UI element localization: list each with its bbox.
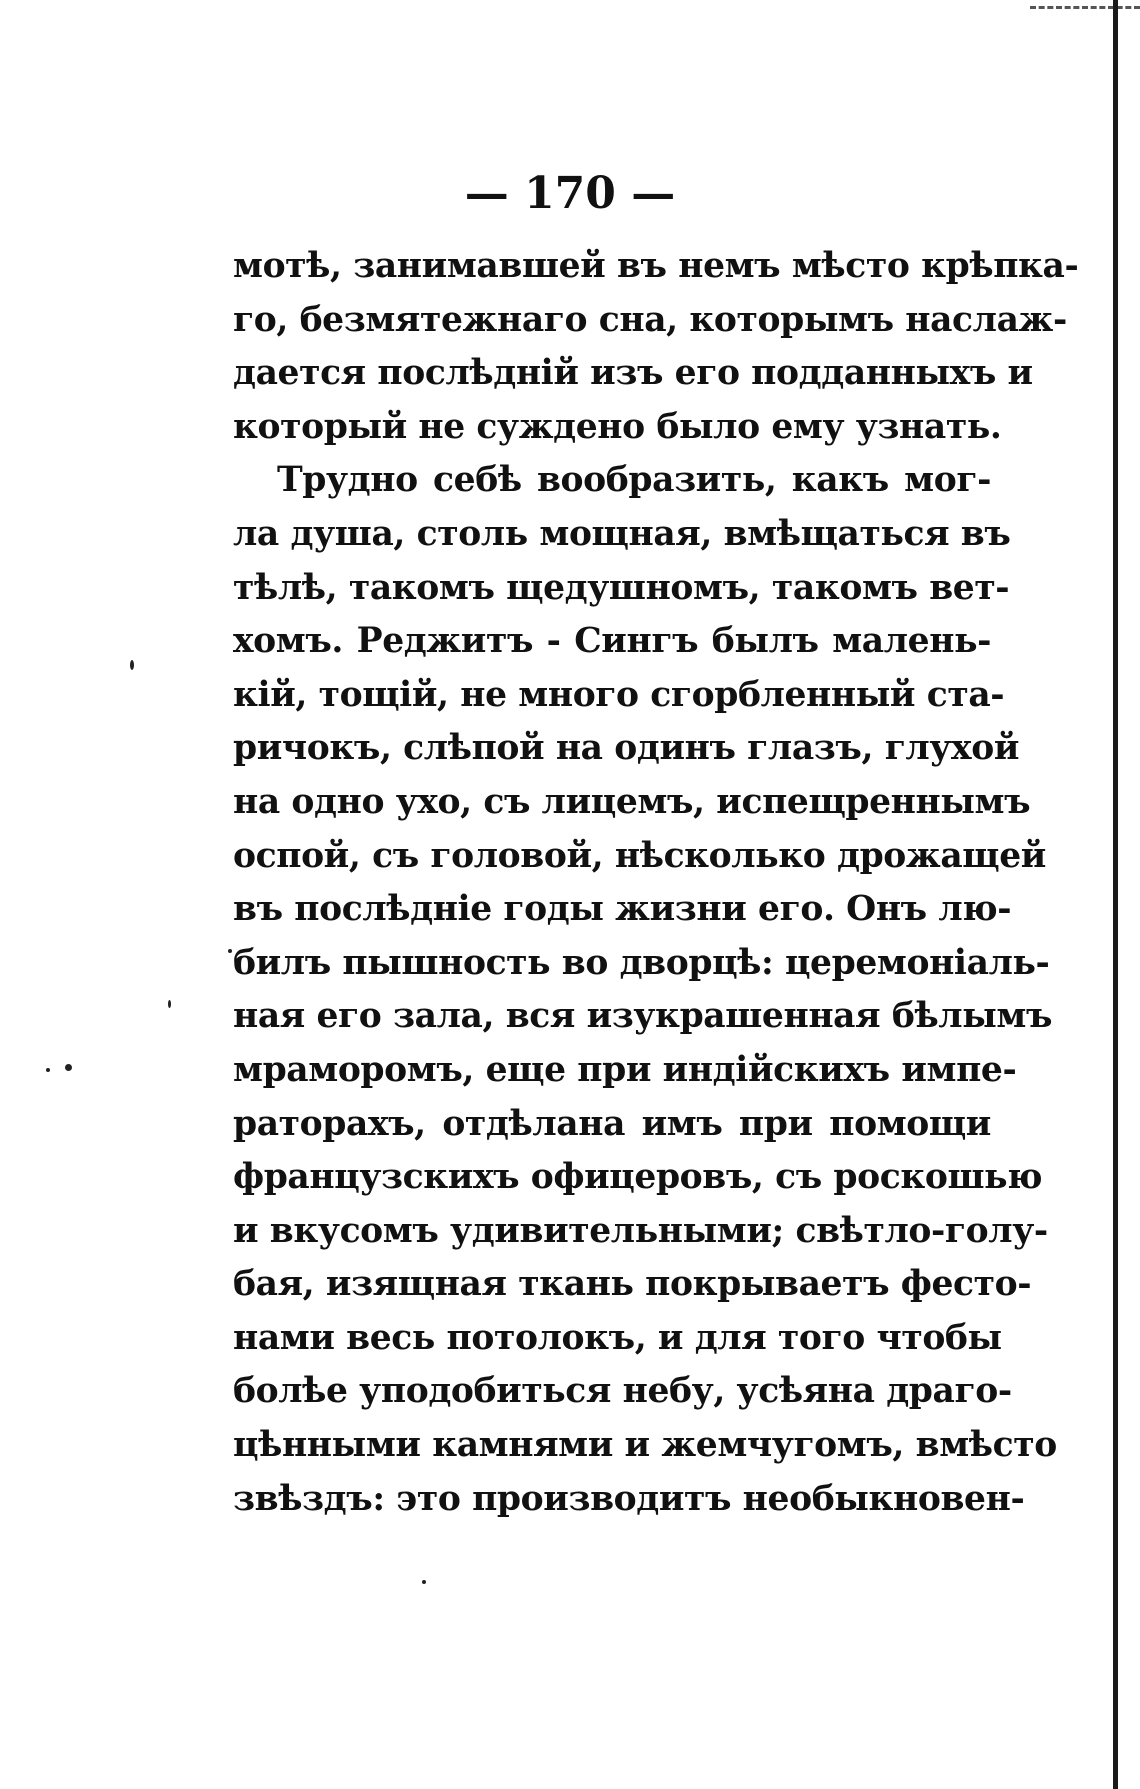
paragraph-start-line: Трудно себѣ вообразить, какъ мог- — [277, 460, 991, 501]
text-line: на одно ухо, съ лицемъ, испещреннымъ — [233, 781, 1031, 822]
text-line: звѣздъ: это производитъ необыкновен- — [233, 1478, 1025, 1519]
text-line: и вкусомъ удивительными; свѣтло-голу- — [233, 1210, 1048, 1251]
scan-speck — [168, 1000, 171, 1008]
scan-speck — [65, 1064, 72, 1071]
text-line: билъ пышность во дворцѣ: церемоніаль- — [233, 942, 1050, 983]
scan-edge-marks — [1030, 6, 1140, 12]
text-line: который не суждено было ему узнать. — [233, 406, 1002, 447]
text-line: ная его зала, вся изукрашенная бѣлымъ — [233, 996, 1053, 1037]
text-line: ричокъ, слѣпой на одинъ глазъ, глухой — [233, 728, 1020, 769]
body-text — [233, 240, 1079, 1526]
text-line: нами весь потолокъ, и для того чтобы — [233, 1317, 1002, 1358]
text-line: мотѣ, занимавшей въ немъ мѣсто крѣпка- — [233, 246, 1079, 286]
text-line: ла душа, столь мощная, вмѣщаться въ — [233, 513, 1011, 554]
page-edge-line — [1113, 0, 1118, 1789]
text-line: бая, изящная ткань покрываетъ фесто- — [233, 1264, 1032, 1305]
text-line: дается послѣдній изъ его подданныхъ и — [233, 353, 1033, 394]
text-line: тѣлѣ, такомъ щедушномъ, такомъ вет- — [233, 567, 1010, 608]
scan-speck — [130, 660, 134, 670]
scan-speck — [422, 1580, 426, 1584]
text-line: оспой, съ головой, нѣсколько дрожащей — [233, 835, 1046, 876]
scan-speck — [46, 1068, 50, 1072]
scan-speck — [228, 949, 232, 953]
text-line: въ послѣдніе годы жизни его. Онъ лю- — [233, 889, 1012, 930]
text-line: французскихъ офицеровъ, съ роскошью — [233, 1157, 1043, 1198]
page-number: — 170 — — [464, 168, 676, 219]
text-line: мраморомъ, еще при индійскихъ импе- — [233, 1049, 1017, 1090]
text-line: го, безмятежнаго сна, которымъ наслаж- — [233, 299, 1067, 340]
text-line: болѣе уподобиться небу, усѣяна драго- — [233, 1371, 1012, 1412]
text-line: цѣнными камнями и жемчугомъ, вмѣсто — [233, 1425, 1057, 1466]
text-line: хомъ. Реджитъ - Сингъ былъ малень- — [233, 621, 991, 662]
text-line: раторахъ, отдѣлана имъ при помощи — [233, 1103, 991, 1144]
text-line: кій, тощій, не много сгорбленный ста- — [233, 674, 1005, 715]
